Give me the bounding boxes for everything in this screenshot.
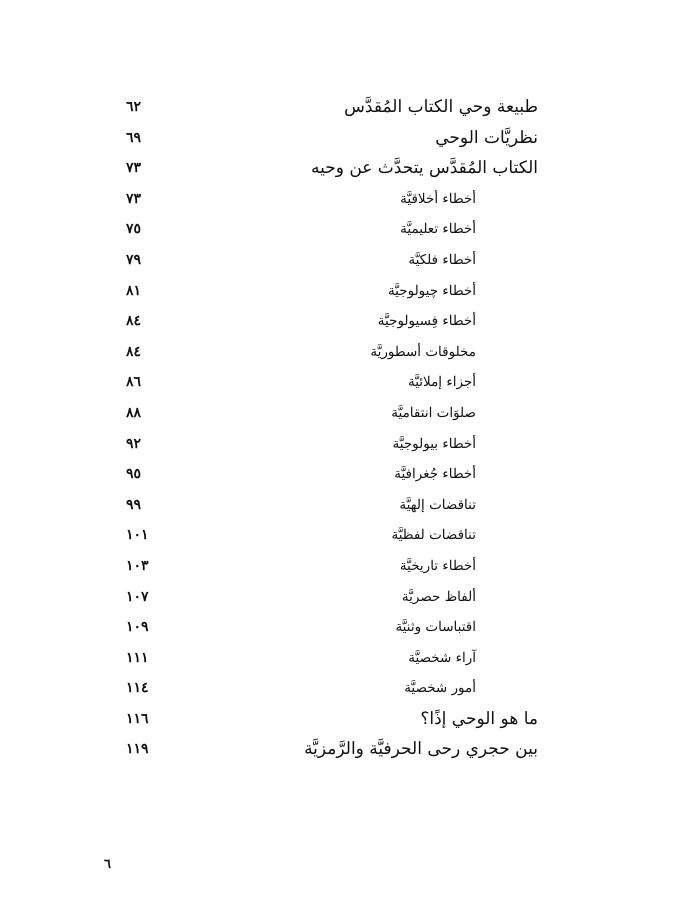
toc-entry-title: آراء شخصيَّة <box>408 649 476 666</box>
toc-subentry <box>120 398 538 429</box>
toc-subentry <box>120 490 538 521</box>
toc-entry-title: أخطاء بيولوجيَّة <box>392 435 476 452</box>
page-folio-number: ٦ <box>104 857 111 872</box>
toc-entry-page-number: ٧٣ <box>126 190 142 207</box>
toc-entry-title: أخطاء أخلاقيَّة <box>400 190 476 207</box>
toc-entry-title: نظريَّات الوحي <box>435 127 538 148</box>
toc-entry-page-number: ١١٩ <box>126 741 149 758</box>
toc-entry-title: تناقضات إلهيَّة <box>399 496 476 513</box>
toc-entry <box>120 153 538 184</box>
toc-subentry <box>120 520 538 551</box>
toc-subentry <box>120 429 538 460</box>
toc-subentry <box>120 551 538 582</box>
toc-entry-page-number: ١٠٧ <box>126 588 149 605</box>
toc-entry-title: أخطاء تعليميَّة <box>400 221 476 238</box>
toc-entry <box>120 92 538 123</box>
toc-entry <box>120 123 538 154</box>
toc-subentry <box>120 367 538 398</box>
toc-entry-title: تناقضات لفظيَّة <box>391 527 476 544</box>
toc-entry-title: أمور شخصيَّة <box>404 680 476 697</box>
toc-entry-title: أخطاء فِسيولوجيَّة <box>377 313 476 330</box>
toc-subentry <box>120 337 538 368</box>
toc-entry-page-number: ٨١ <box>126 282 142 299</box>
toc-entry-page-number: ٧٥ <box>126 221 142 238</box>
toc-entry-title: اقتباسات وثنيَّة <box>395 619 476 636</box>
toc-entry-title: الكتاب المُقدَّس يتحدَّث عن وحيه <box>310 158 538 179</box>
toc-entry-page-number: ٨٤ <box>126 313 142 330</box>
toc-entry-title: أجزاء إملائيَّة <box>407 374 476 391</box>
toc-subentry <box>120 673 538 704</box>
toc-entry-title: أخطاء تاريخيَّة <box>399 557 476 574</box>
toc-entry-page-number: ٨٨ <box>126 404 142 421</box>
toc-entry-title: صلوَات انتقاميَّة <box>391 404 476 421</box>
toc-entry-page-number: ٨٦ <box>126 374 142 391</box>
toc-entry-title: أخطاء چيولوجيَّة <box>387 282 476 299</box>
toc-entry-title: أخطاء جُغرافيَّة <box>394 466 476 483</box>
toc-entry-title: مخلوقات أسطوريَّة <box>370 343 476 360</box>
toc-entry-title: بين حجري رحى الحرفيَّة والرَّمزيَّة <box>304 739 538 760</box>
toc-entry-page-number: ٦٩ <box>126 129 142 146</box>
toc-entry-page-number: ٧٩ <box>126 251 142 268</box>
toc-subentry <box>120 214 538 245</box>
toc-entry-title: أخطاء فلكيَّة <box>408 251 476 268</box>
toc-entry-page-number: ٦٢ <box>126 99 142 115</box>
toc-subentry <box>120 306 538 337</box>
toc-entry-title: ألفاظ حصريَّة <box>401 588 476 605</box>
toc-entry-page-number: ١٠٣ <box>126 557 149 574</box>
toc-subentry <box>120 184 538 215</box>
toc-entry-page-number: ١٠١ <box>126 527 149 544</box>
toc-subentry <box>120 643 538 674</box>
toc-entry-title: طبيعة وحي الكتاب المُقدَّس <box>344 97 538 117</box>
toc-entry-page-number: ٩٩ <box>126 496 142 513</box>
toc-entry <box>120 734 538 765</box>
table-of-contents <box>120 92 538 765</box>
toc-entry-page-number: ١١٤ <box>126 680 149 697</box>
toc-entry-page-number: ٩٥ <box>126 466 142 483</box>
toc-subentry <box>120 245 538 276</box>
toc-entry <box>120 704 538 735</box>
toc-subentry <box>120 612 538 643</box>
toc-subentry <box>120 276 538 307</box>
toc-entry-page-number: ٩٢ <box>126 435 142 452</box>
toc-entry-page-number: ١١٦ <box>126 710 149 727</box>
toc-entry-page-number: ١١١ <box>126 649 149 666</box>
toc-entry-page-number: ٧٣ <box>126 160 142 177</box>
toc-subentry <box>120 582 538 613</box>
toc-entry-page-number: ١٠٩ <box>126 619 149 636</box>
toc-subentry <box>120 459 538 490</box>
toc-entry-page-number: ٨٤ <box>126 343 142 360</box>
toc-entry-title: ما هو الوحي إذًا؟ <box>420 708 538 729</box>
